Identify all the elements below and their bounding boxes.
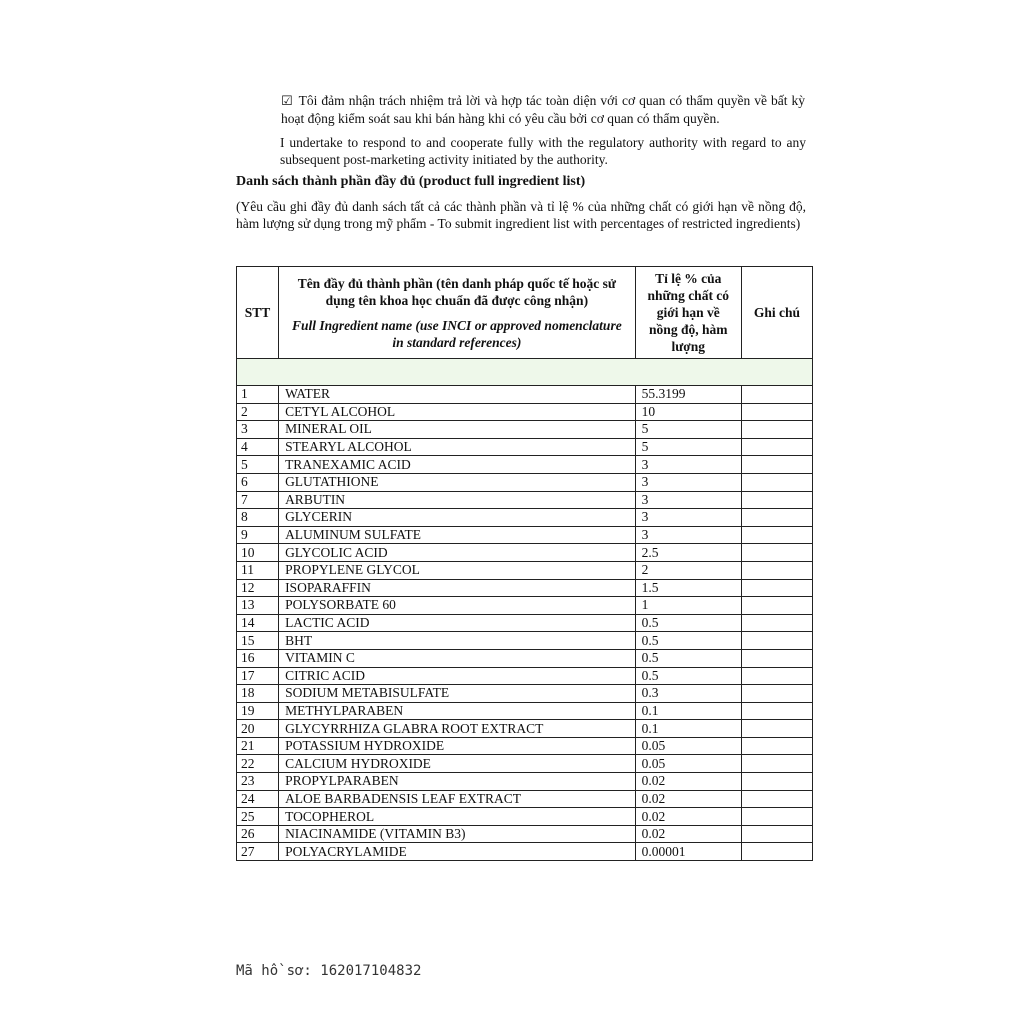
table-row: [237, 720, 813, 738]
cell-note: [741, 649, 812, 667]
cell-ingredient-name: NIACINAMIDE (VITAMIN B3): [279, 825, 636, 843]
table-row: [237, 614, 813, 632]
table-row: [237, 755, 813, 773]
cell-stt: 24: [237, 790, 279, 808]
cell-stt: 10: [237, 544, 279, 562]
cell-note: [741, 438, 812, 456]
spacer-cell: [237, 359, 813, 386]
cell-percentage: 1: [635, 597, 741, 615]
pledge-vi-text: Tôi đảm nhận trách nhiệm trả lời và hợp tác toàn diện với cơ quan có thẩm quyền về bất kỳ hoạt động kiểm soát sau khi bán hàng khi có yêu cầu bởi cơ quan có thẩm quyền.: [281, 93, 805, 126]
cell-stt: 27: [237, 843, 279, 861]
cell-ingredient-name: SODIUM METABISULFATE: [279, 685, 636, 703]
cell-percentage: 3: [635, 526, 741, 544]
header-stt: STT: [237, 267, 279, 359]
cell-note: [741, 403, 812, 421]
cell-ingredient-name: ARBUTIN: [279, 491, 636, 509]
cell-stt: 14: [237, 614, 279, 632]
header-percentage: Tỉ lệ % của những chất có giới hạn về nồng độ, hàm lượng: [635, 267, 741, 359]
cell-stt: 5: [237, 456, 279, 474]
cell-note: [741, 843, 812, 861]
table-row: [237, 667, 813, 685]
table-row: [237, 386, 813, 404]
cell-stt: 20: [237, 720, 279, 738]
cell-note: [741, 509, 812, 527]
cell-stt: 25: [237, 808, 279, 826]
cell-note: [741, 597, 812, 615]
table-row: [237, 843, 813, 861]
cell-note: [741, 667, 812, 685]
cell-stt: 12: [237, 579, 279, 597]
checked-checkbox-icon: ☑: [281, 94, 293, 109]
cell-ingredient-name: ALOE BARBADENSIS LEAF EXTRACT: [279, 790, 636, 808]
cell-note: [741, 737, 812, 755]
cell-percentage: 0.02: [635, 773, 741, 791]
table-row: [237, 825, 813, 843]
cell-note: [741, 790, 812, 808]
cell-percentage: 0.05: [635, 755, 741, 773]
cell-stt: 22: [237, 755, 279, 773]
cell-note: [741, 614, 812, 632]
cell-percentage: 1.5: [635, 579, 741, 597]
dossier-number: Mã hồ sơ: 162017104832: [236, 963, 422, 979]
cell-stt: 13: [237, 597, 279, 615]
cell-stt: 2: [237, 403, 279, 421]
table-row: [237, 544, 813, 562]
cell-percentage: 0.05: [635, 737, 741, 755]
cell-note: [741, 579, 812, 597]
cell-note: [741, 773, 812, 791]
table-row: [237, 579, 813, 597]
cell-stt: 23: [237, 773, 279, 791]
cell-stt: 3: [237, 421, 279, 439]
cell-note: [741, 386, 812, 404]
pledge-vi: [281, 92, 805, 127]
table-row: [237, 473, 813, 491]
cell-stt: 21: [237, 737, 279, 755]
cell-percentage: 55.3199: [635, 386, 741, 404]
cell-note: [741, 702, 812, 720]
cell-ingredient-name: GLYCOLIC ACID: [279, 544, 636, 562]
cell-percentage: 0.1: [635, 702, 741, 720]
cell-note: [741, 720, 812, 738]
cell-ingredient-name: CETYL ALCOHOL: [279, 403, 636, 421]
cell-ingredient-name: POLYSORBATE 60: [279, 597, 636, 615]
cell-note: [741, 421, 812, 439]
cell-stt: 17: [237, 667, 279, 685]
table-header-row: [237, 267, 813, 359]
cell-ingredient-name: GLUTATHIONE: [279, 473, 636, 491]
table-row: [237, 491, 813, 509]
cell-ingredient-name: METHYLPARABEN: [279, 702, 636, 720]
cell-ingredient-name: ISOPARAFFIN: [279, 579, 636, 597]
table-row: [237, 456, 813, 474]
cell-note: [741, 526, 812, 544]
cell-stt: 19: [237, 702, 279, 720]
cell-ingredient-name: BHT: [279, 632, 636, 650]
cell-percentage: 2: [635, 561, 741, 579]
header-name-vi: Tên đầy đủ thành phần (tên danh pháp quốc tế hoặc sử dụng tên khoa học chuẩn đã được công nhận): [297, 275, 617, 308]
cell-percentage: 0.1: [635, 720, 741, 738]
cell-ingredient-name: TOCOPHEROL: [279, 808, 636, 826]
cell-stt: 11: [237, 561, 279, 579]
cell-percentage: 3: [635, 509, 741, 527]
ingredient-table: [236, 266, 813, 861]
cell-note: [741, 808, 812, 826]
cell-percentage: 0.02: [635, 825, 741, 843]
cell-percentage: 0.5: [635, 667, 741, 685]
cell-percentage: 3: [635, 473, 741, 491]
table-row: [237, 509, 813, 527]
cell-ingredient-name: PROPYLENE GLYCOL: [279, 561, 636, 579]
table-spacer-row: [237, 359, 813, 386]
cell-ingredient-name: CALCIUM HYDROXIDE: [279, 755, 636, 773]
cell-note: [741, 632, 812, 650]
cell-ingredient-name: POLYACRYLAMIDE: [279, 843, 636, 861]
cell-stt: 1: [237, 386, 279, 404]
cell-note: [741, 544, 812, 562]
pledge-en-text: I undertake to respond to and cooperate fully with the regulatory authority with regard to any subsequent post-marketing activity initiated by the authority.: [280, 135, 806, 167]
cell-ingredient-name: MINERAL OIL: [279, 421, 636, 439]
cell-stt: 18: [237, 685, 279, 703]
cell-percentage: 0.5: [635, 649, 741, 667]
table-row: [237, 438, 813, 456]
cell-stt: 6: [237, 473, 279, 491]
cell-stt: 8: [237, 509, 279, 527]
table-row: [237, 649, 813, 667]
table-row: [237, 737, 813, 755]
cell-ingredient-name: ALUMINUM SULFATE: [279, 526, 636, 544]
cell-percentage: 0.3: [635, 685, 741, 703]
cell-percentage: 5: [635, 438, 741, 456]
cell-note: [741, 456, 812, 474]
table-row: [237, 561, 813, 579]
cell-ingredient-name: TRANEXAMIC ACID: [279, 456, 636, 474]
table-row: [237, 421, 813, 439]
cell-ingredient-name: GLYCERIN: [279, 509, 636, 527]
table-row: [237, 403, 813, 421]
cell-ingredient-name: GLYCYRRHIZA GLABRA ROOT EXTRACT: [279, 720, 636, 738]
cell-ingredient-name: POTASSIUM HYDROXIDE: [279, 737, 636, 755]
cell-stt: 26: [237, 825, 279, 843]
cell-note: [741, 755, 812, 773]
cell-percentage: 0.00001: [635, 843, 741, 861]
cell-percentage: 0.02: [635, 808, 741, 826]
table-row: [237, 685, 813, 703]
cell-ingredient-name: WATER: [279, 386, 636, 404]
cell-percentage: 5: [635, 421, 741, 439]
cell-ingredient-name: STEARYL ALCOHOL: [279, 438, 636, 456]
cell-note: [741, 473, 812, 491]
table-row: [237, 526, 813, 544]
cell-note: [741, 491, 812, 509]
cell-ingredient-name: CITRIC ACID: [279, 667, 636, 685]
header-ingredient-name: [279, 267, 636, 359]
cell-percentage: 3: [635, 491, 741, 509]
cell-stt: 4: [237, 438, 279, 456]
cell-ingredient-name: PROPYLPARABEN: [279, 773, 636, 791]
header-name-en: Full Ingredient name (use INCI or approved nomenclature in standard references): [292, 317, 622, 350]
table-row: [237, 702, 813, 720]
table-row: [237, 773, 813, 791]
cell-stt: 15: [237, 632, 279, 650]
cell-note: [741, 685, 812, 703]
cell-percentage: 2.5: [635, 544, 741, 562]
cell-stt: 9: [237, 526, 279, 544]
cell-note: [741, 561, 812, 579]
table-row: [237, 790, 813, 808]
cell-percentage: 0.5: [635, 632, 741, 650]
cell-stt: 7: [237, 491, 279, 509]
header-note: Ghi chú: [741, 267, 812, 359]
ingredient-list-title: Danh sách thành phần đầy đủ (product full ingredient list): [236, 174, 586, 189]
cell-ingredient-name: VITAMIN C: [279, 649, 636, 667]
cell-stt: 16: [237, 649, 279, 667]
table-row: [237, 632, 813, 650]
cell-percentage: 10: [635, 403, 741, 421]
table-row: [237, 808, 813, 826]
ingredient-list-note: (Yêu cầu ghi đầy đủ danh sách tất cả các thành phần và tỉ lệ % của những chất có giới hạn về nồng độ, hàm lượng sử dụng trong mỹ phẩm - To submit ingredient list with percentages of restricted ingredients): [236, 199, 806, 231]
cell-percentage: 3: [635, 456, 741, 474]
cell-percentage: 0.5: [635, 614, 741, 632]
cell-note: [741, 825, 812, 843]
table-row: [237, 597, 813, 615]
cell-percentage: 0.02: [635, 790, 741, 808]
cell-ingredient-name: LACTIC ACID: [279, 614, 636, 632]
